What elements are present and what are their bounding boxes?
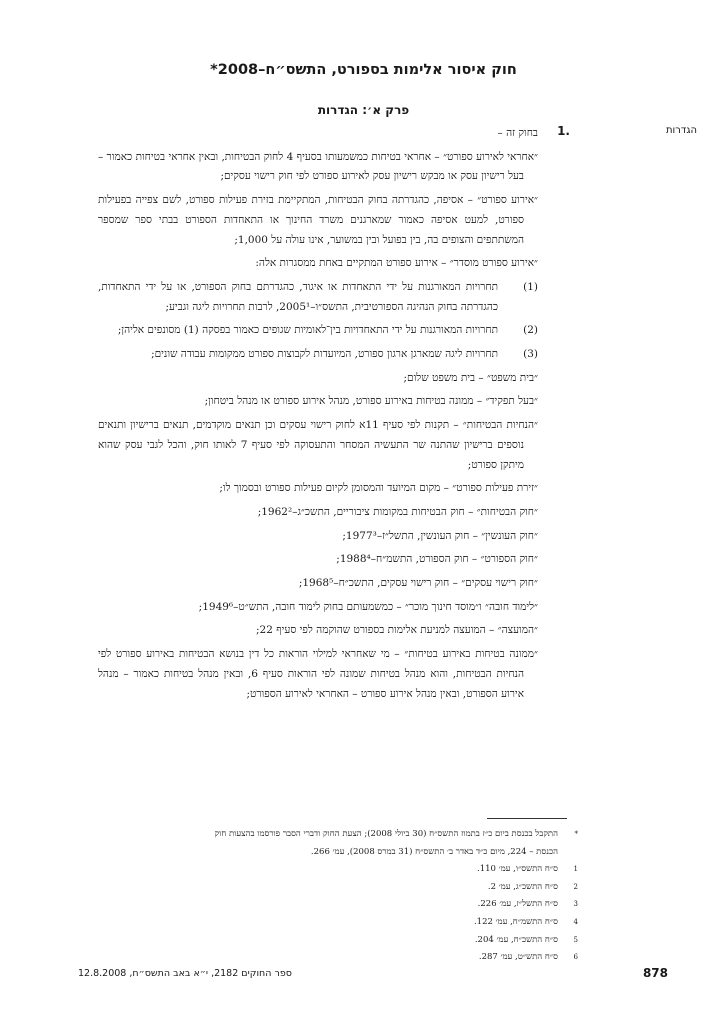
footnote-text: ס״ח התשכ״ח, עמ׳ 204.	[474, 934, 558, 945]
footnote-text: ס״ח התשל״ז, עמ׳ 226.	[477, 899, 558, 910]
definition-paragraph: ״אחראי לאירוע ספורט״ – אחראי בטיחות כמשמעותו בסעיף 4 לחוק הבטיחות, ובאין אחראי בטיחות כאמור – בעל רישיון עסק או מבקש רישיון עסק לאירוע ספורט לפי חוק רישוי עסקים;	[98, 150, 539, 183]
sub-item	[98, 345, 538, 365]
definition-paragraph: ״הנחיות הבטיחות״ – תקנות לפי סעיף 11א לחוק רישוי עסקים וכן תנאים מוקדמים, תנאים ברישיון ותנאים נוספים ברישיון שהתנה שר התעשיה המסחר והתעסוקה לפי סעיף 7 לאותו חוק, והכל לגבי עסק שהוא מיתקן ספורט;	[98, 419, 538, 471]
sub-item-number: (2)	[523, 324, 538, 337]
footnote	[198, 896, 578, 914]
footnotes	[198, 826, 578, 967]
section-number: 1.	[557, 124, 570, 138]
definition-paragraph: ״ממונה בטיחות באירוע בטיחות״ – מי שאחראי למילוי הוראות כל דין בנושא הבטיחות באירוע ספורט לפי הנחיות הבטיחות, והוא מנהל בטיחות שמונה לפי הוראות סעיף 6, ובאין מנהל בטיחות כאמור – מנהל אירוע הספורט, ובאין מנהל אירוע ספורט – האחראי לאירוע הספורט;	[98, 648, 538, 700]
sub-item-text: תחרויות המאורגנות על ידי התאחדויות בין־לאומיות שגופים כאמור בפסקה (1) מסונפים אליהן;	[117, 324, 498, 337]
definition-paragraph: ״אירוע ספורט מוסדר״ – אירוע ספורט המתקיים באחת ממסגרות אלה:	[255, 257, 538, 270]
section-body	[98, 124, 538, 708]
footnote-mark: *	[574, 830, 578, 838]
footnote	[198, 861, 578, 879]
sub-item-number: (3)	[523, 348, 538, 361]
footnote-mark: 1	[573, 865, 578, 874]
footnote	[198, 932, 578, 950]
definition-paragraph: ״חוק הבטיחות״ – חוק הבטיחות במקומות ציבוריים, התשכ״ג–1962²;	[257, 505, 538, 518]
chapter-title: פרק א׳: הגדרות	[317, 103, 410, 117]
definition-paragraph: ״חוק העונשין״ – חוק העונשין, התשל״ז–1977³;	[342, 529, 538, 542]
footnote	[198, 949, 578, 967]
footnote-text: ס״ח התש״ט, עמ׳ 287.	[478, 952, 558, 963]
section-intro: בחוק זה –	[497, 127, 538, 139]
definition-paragraph: ״בעל תפקיד״ – ממונה בטיחות באירוע ספורט, מנהל אירוע ספורט או מנהל ביטחון;	[204, 395, 538, 408]
page-number: 878	[642, 966, 668, 980]
margin-note: הגדרות	[665, 125, 697, 136]
definition-paragraph: ״אירוע ספורט״ – אסיפה, כהגדרתה בחוק הבטיחות, המתקיימת בזירת פעילות ספורט, לשם צפייה בפעילות ספורט, למעט אסיפה כאמור שמארגנים משרד החינוך או התאחדות הספורט בבתי ספר שמספר המשתתפים והצופים בה, בין בפועל ובין במשוער, אינו עולה על 1,000;	[98, 194, 538, 246]
sub-item-text: תחרויות ליגה שמארגן ארגון ספורט, המיועדות לקבוצות ספורט ממקומות עבודה שונים;	[151, 348, 498, 361]
definition-paragraph: ״המועצה״ – המועצה למניעת אלימות בספורט שהוקמה לפי סעיף 22;	[255, 624, 538, 637]
footnote-mark: 3	[573, 900, 578, 909]
footnote-divider	[487, 818, 567, 819]
footnote-mark: 2	[573, 882, 578, 891]
sub-item	[98, 278, 538, 317]
footnote-text: ס״ח התשכ״ג, עמ׳ 2.	[487, 881, 558, 892]
sub-item-text: תחרויות המאורגנות על ידי התאחדות או איגוד, כהגדרתם בחוק הספורט, או על ידי התאחדות, כהגדרתה בחוק הנהיגה הספורטיבית, התשס״ו–2005¹, לרבות תחרויות ליגה וגביע;	[98, 280, 498, 313]
definition-paragraph: ״זירת פעילות ספורט״ – מקום המיועד והמסומן לקיום פעילות ספורט ובסמוך לו;	[219, 482, 538, 495]
footnote-mark: 6	[573, 953, 578, 962]
sub-item-number: (1)	[523, 280, 538, 293]
footnote	[198, 914, 578, 932]
footnote-text: ס״ח התשס״ו, עמ׳ 110.	[477, 864, 558, 875]
footnote	[198, 826, 578, 861]
definition-paragraph: ״בית משפט״ – בית משפט שלום;	[403, 371, 538, 384]
footnote-mark: 4	[573, 917, 578, 926]
footnote-text: התקבל בכנסת ביום כ״ז בתמוז התשס״ח (30 ביולי 2008); הצעת החוק ודברי הסבר פורסמו בהצעות חוק הכנסת – 224, מיום כ״ד באדר ב׳ התשס״ח (31 במרס 2008), עמ׳ 266.	[214, 829, 558, 857]
footnote-text: ס״ח התשמ״ח, עמ׳ 122.	[473, 916, 558, 927]
definition-paragraph: ״חוק רישוי עסקים״ – חוק רישוי עסקים, התשכ״ח–1968⁵;	[298, 577, 538, 590]
gazette-footer: ספר החוקים 2182, י״א באב התשס״ח, 12.8.2008	[78, 968, 292, 979]
definition-paragraph: ״לימוד חובה״ ו״מוסד חינוך מוכר״ – כמשמעותם בחוק לימוד חובה, התש״ט–1949⁶;	[198, 600, 538, 613]
definition-paragraph: ״חוק הספורט״ – חוק הספורט, התשמ״ח–1988⁴;	[336, 553, 538, 566]
footnote	[198, 879, 578, 897]
footnote-mark: 5	[573, 935, 578, 944]
sub-item	[98, 321, 538, 341]
law-title: חוק איסור אלימות בספורט, התשס״ח–2008*	[210, 62, 517, 78]
